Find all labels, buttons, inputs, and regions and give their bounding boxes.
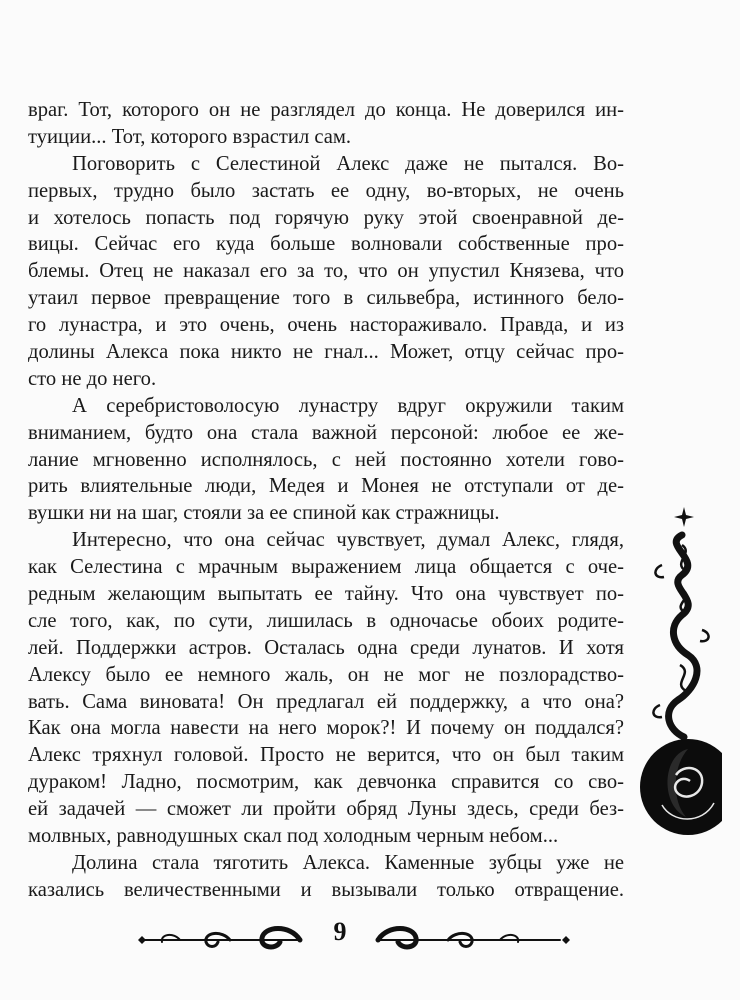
text-line: редным желающим выпытать ее тайну. Что она чувствует по- bbox=[28, 583, 624, 606]
text-line: блемы. Отец не наказал его за то, что он упустил Князева, что bbox=[28, 260, 624, 283]
swirl-moon-ornament-icon bbox=[632, 505, 722, 845]
text-line: Алекс тряхнул головой. Просто не верится, что он был таким bbox=[28, 744, 624, 767]
text-line: А серебристоволосую лунастру вдруг окружили таким bbox=[72, 394, 624, 417]
text-line: Интересно, что она сейчас чувствует, думал Алекс, глядя, bbox=[72, 529, 624, 552]
text-line: утаил первое превращение того в сильвебра, истинного бело- bbox=[28, 287, 624, 310]
page-number: 9 bbox=[333, 917, 347, 946]
text-line: и хотелось попасть под горячую руку этой своенравной де- bbox=[28, 206, 624, 229]
text-line: сле того, как, по сути, лишилась в одночасье обоих родите- bbox=[28, 609, 624, 632]
text-line: рить влиятельные люди, Медея и Монея не отступали от де- bbox=[28, 475, 624, 498]
text-line: как Селестина с мрачным выражением лица общается с оче- bbox=[28, 556, 624, 579]
text-line: казались величественными и вызывали только отвращение. bbox=[28, 878, 624, 901]
text-line: вицы. Сейчас его куда больше волновали собственные про- bbox=[28, 233, 624, 256]
text-line: долины Алекса пока никто не гнал... Может, отцу сейчас про- bbox=[28, 341, 624, 364]
text-line: ей задачей — сможет ли пройти обряд Луны здесь, среди без- bbox=[28, 798, 624, 821]
text-line: туиции... Тот, которого взрастил сам. bbox=[28, 125, 352, 148]
text-line: враг. Тот, которого он не разглядел до конца. Не доверился ин- bbox=[28, 99, 624, 121]
text-line: Алексу было ее немного жаль, он не мог не позлорадство- bbox=[28, 663, 624, 686]
text-line: лание мгновенно исполнялось, с ней постоянно хотели гово- bbox=[28, 448, 624, 471]
text-line: сто не до него. bbox=[28, 367, 157, 390]
text-line: Долина стала тяготить Алекса. Каменные зубцы уже не bbox=[72, 851, 624, 874]
text-line: Как она могла навести на него морок?! И почему он поддался? bbox=[28, 717, 624, 740]
text-line: вать. Сама виновата! Он предлагал ей поддержку, а что она? bbox=[28, 690, 624, 713]
text-line: лей. Поддержки астров. Осталась одна среди лунатов. И хотя bbox=[28, 636, 624, 659]
text-line: Поговорить с Селестиной Алекс даже не пытался. Во- bbox=[72, 152, 624, 175]
text-line: вушки ни на шаг, стояли за ее спиной как стражницы. bbox=[28, 502, 500, 525]
text-line: вниманием, будто она стала важной персоной: любое ее же- bbox=[28, 421, 624, 444]
text-line: дураком! Ладно, посмотрим, как девчонка справится со сво- bbox=[28, 771, 624, 794]
text-line: молвных, равнодушных скал под холодным черным небом... bbox=[28, 825, 559, 848]
text-line: го лунастра, и это очень, очень настораживало. Правда, и из bbox=[28, 314, 624, 337]
text-line: первых, трудно было застать ее одну, во-вторых, не очень bbox=[28, 179, 624, 202]
body-text bbox=[28, 97, 624, 904]
footer-flourish-icon bbox=[0, 918, 740, 958]
